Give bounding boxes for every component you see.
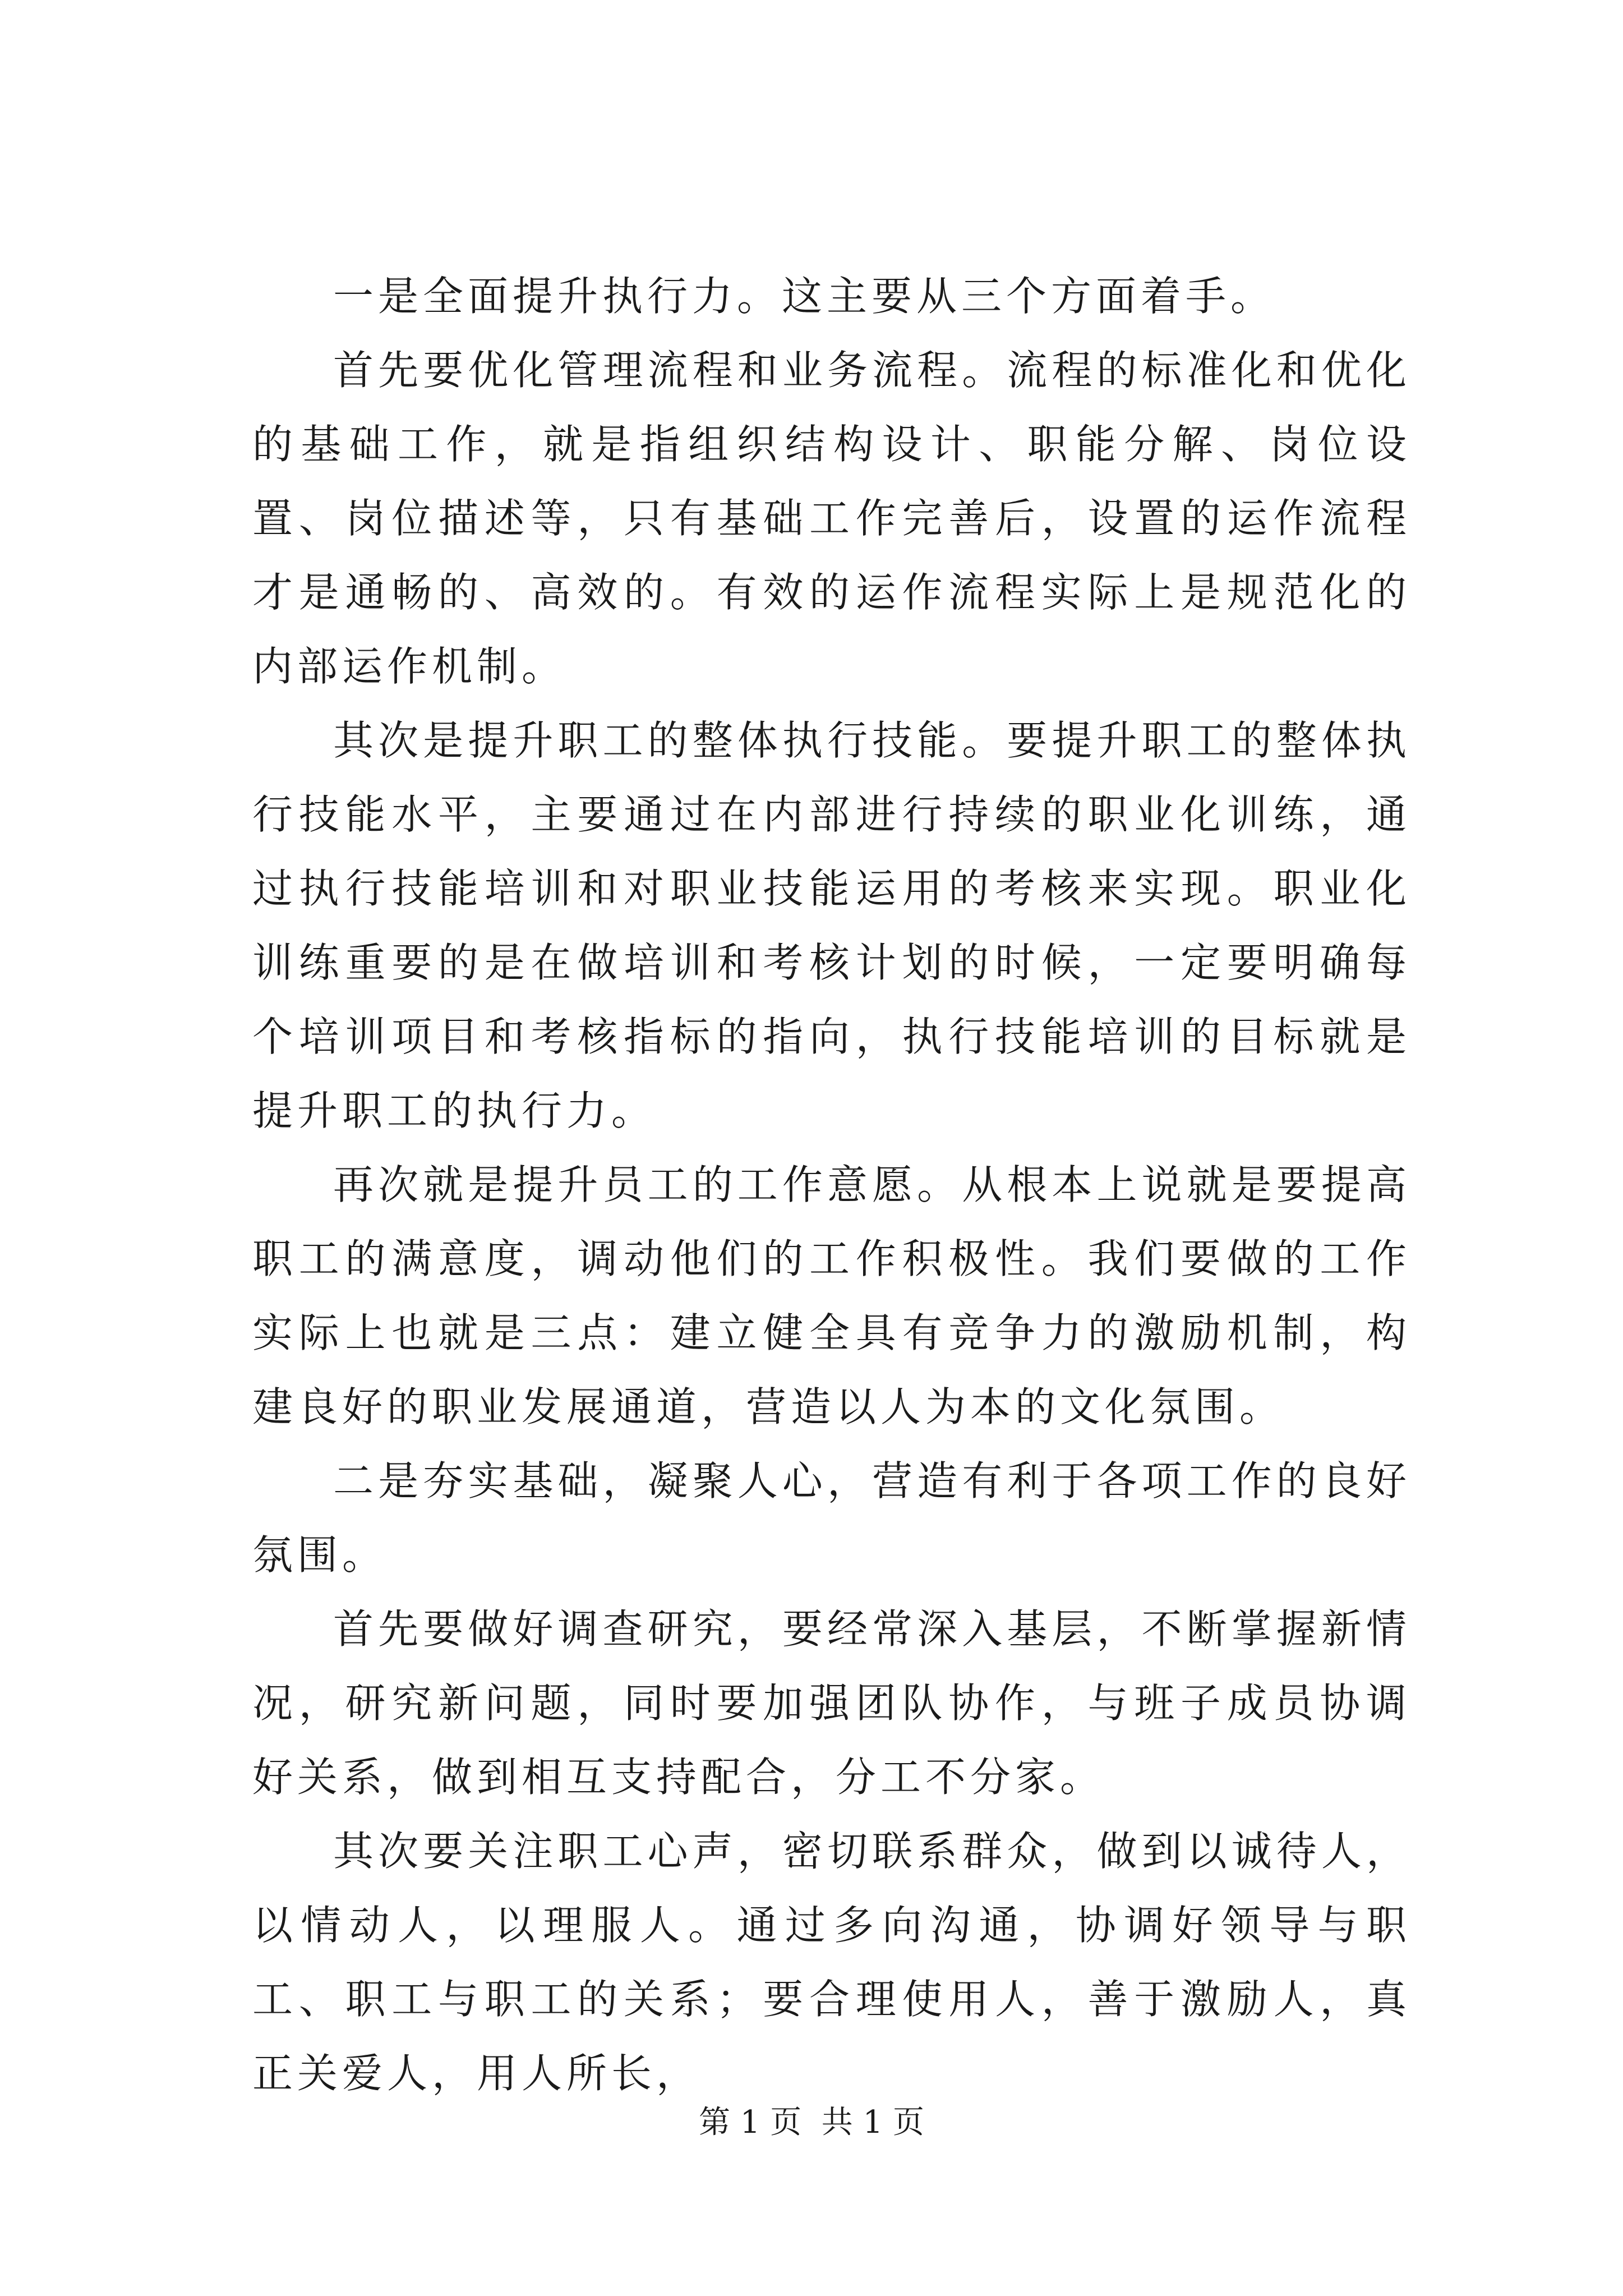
paragraph: 首先要做好调查研究，要经常深入基层，不断掌握新情况，研究新问题，同时要加强团队协作，与班子成员协调好关系，做到相互支持配合，分工不分家。 xyxy=(252,1605,1411,1801)
paragraph: 二是夯实基础，凝聚人心，营造有利于各项工作的良好氛围。 xyxy=(252,1457,1411,1579)
paragraph: 其次要关注职工心声，密切联系群众，做到以诚待人，以情动人，以理服人。通过多向沟通，协调好领导与职工、职工与职工的关系；要合理使用人，善于激励人，真正关爱人，用人所长， xyxy=(252,1828,1411,2097)
paragraph: 一是全面提升执行力。这主要从三个方面着手。 xyxy=(333,273,1276,320)
page-number-label: 第 1 页 共 1 页 xyxy=(698,2104,925,2141)
paragraph: 其次是提升职工的整体执行技能。要提升职工的整体执行技能水平，主要通过在内部进行持续的职业化训练，通过执行技能培训和对职业技能运用的考核来实现。职业化训练重要的是在做培训和考核计划的时候，一定要明确每个培训项目和考核指标的指向，执行技能培训的目标就是提升职工的执行力。 xyxy=(252,717,1411,1134)
paragraph: 首先要优化管理流程和业务流程。流程的标准化和优化的基础工作，就是指组织结构设计、职能分解、岗位设置、岗位描述等，只有基础工作完善后，设置的运作流程才是通畅的、高效的。有效的运作流程实际上是规范化的内部运作机制。 xyxy=(252,347,1411,690)
page-footer xyxy=(0,2105,1623,2141)
paragraph: 再次就是提升员工的工作意愿。从根本上说就是要提高职工的满意度，调动他们的工作积极性。我们要做的工作实际上也就是三点：建立健全具有竞争力的激励机制，构建良好的职业发展通道，营造以人为本的文化氛围。 xyxy=(252,1161,1411,1430)
document-body xyxy=(252,259,1411,2110)
